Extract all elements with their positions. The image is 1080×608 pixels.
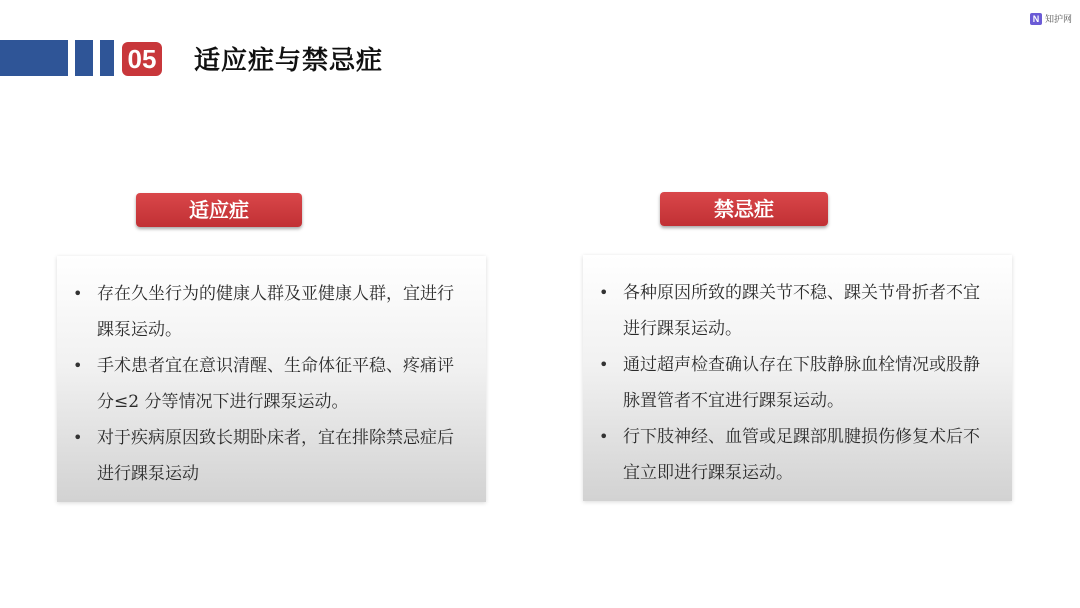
indications-list: [71, 276, 470, 492]
list-item: • 通过超声检查确认存在下肢静脉血栓情况或股静脉置管者不宜进行踝泵运动。: [597, 347, 996, 419]
header-stripe-long: [0, 40, 68, 76]
list-item: • 行下肢神经、血管或足踝部肌腱损伤修复术后不宜立即进行踝泵运动。: [597, 419, 996, 491]
header-stripe-mid: [75, 40, 93, 76]
list-item: • 存在久坐行为的健康人群及亚健康人群，宜进行踝泵运动。: [71, 276, 470, 348]
indications-card: [57, 256, 486, 502]
list-item: • 各种原因所致的踝关节不稳、踝关节骨折者不宜进行踝泵运动。: [597, 275, 996, 347]
brand-label: 知护网: [1044, 15, 1072, 25]
list-item: • 对于疾病原因致长期卧床者，宜在排除禁忌症后进行踝泵运动: [71, 420, 470, 492]
brand-watermark: [1030, 12, 1072, 25]
brand-logo-icon: N: [1030, 13, 1042, 25]
header-stripe-short: [100, 40, 114, 76]
indications-title: 适应症: [136, 193, 302, 227]
list-item: • 手术患者宜在意识清醒、生命体征平稳、疼痛评分≤2 分等情况下进行踝泵运动。: [71, 348, 470, 420]
contraindications-list: [597, 275, 996, 491]
contraindications-title: 禁忌症: [660, 192, 828, 226]
page-title: 适应症与禁忌症: [194, 46, 384, 76]
contraindications-card: [583, 255, 1012, 501]
section-number-badge: 05: [122, 42, 162, 76]
